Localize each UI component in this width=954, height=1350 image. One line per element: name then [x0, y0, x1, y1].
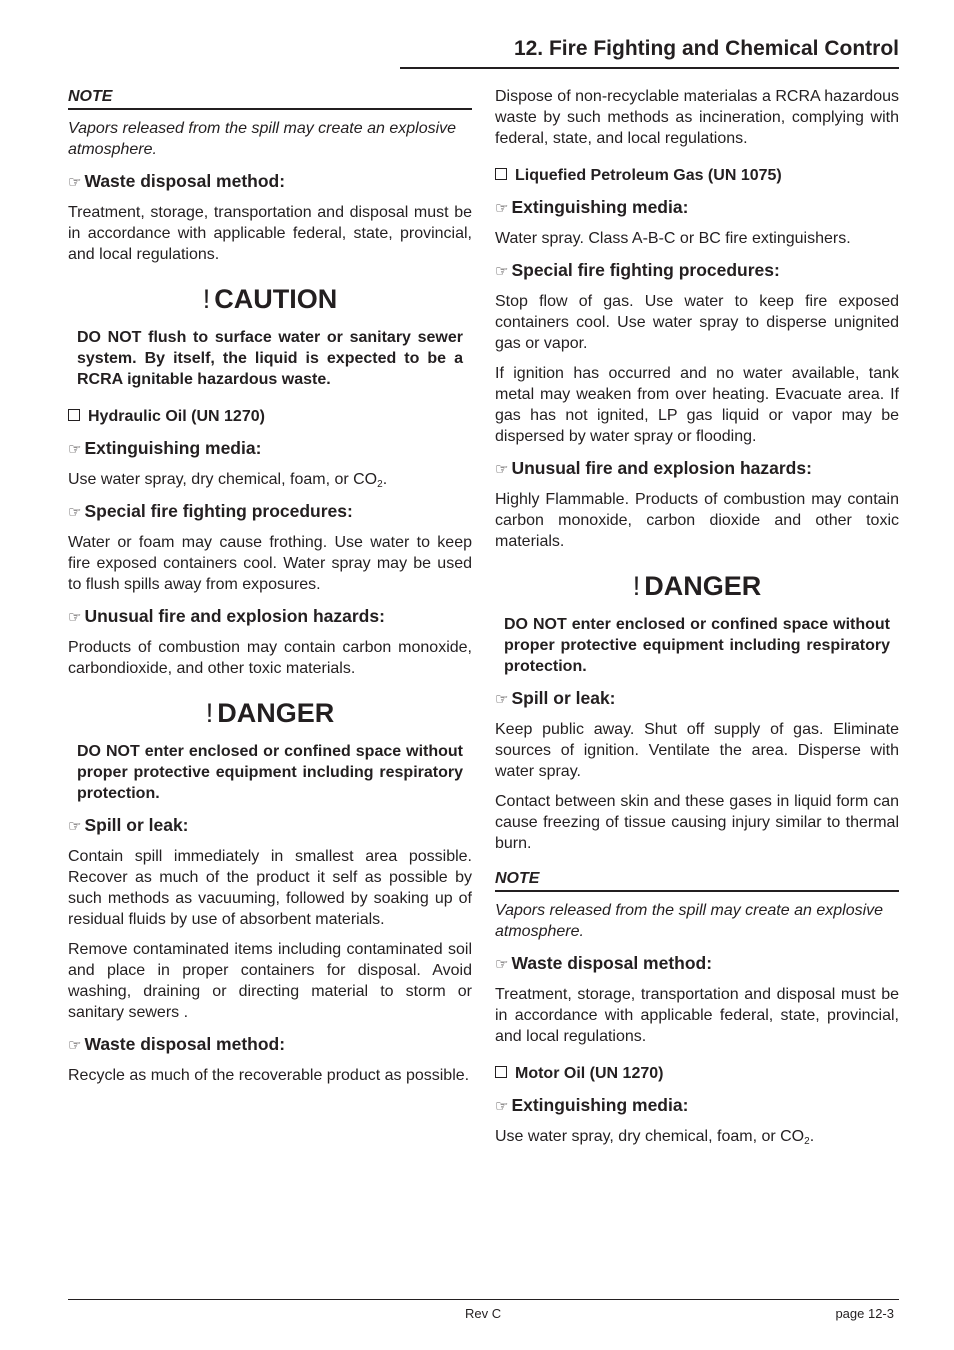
ext-text-main: Use water spray, dry chemical, foam, or CO [68, 471, 378, 488]
checkbox-square-icon [68, 409, 80, 421]
danger-title [495, 570, 899, 602]
pointing-hand-icon: ☞ [68, 818, 82, 835]
unusual-text: Products of combustion may contain carbon monoxide, carbondioxide, and other toxic materials. [68, 639, 472, 677]
pointing-hand-icon: ☞ [68, 174, 82, 191]
caution-title [68, 283, 472, 315]
exclamation-icon: ! [202, 284, 211, 314]
product-title-hydraulic [68, 406, 472, 427]
right-column [495, 86, 899, 1147]
footer-revision: Rev C [465, 1306, 502, 1321]
spill-text-2: Remove contaminated items including contaminated soil and place in proper containers for disposal. Avoid washing, draining or directing material to storm or sanitary sewers . [68, 941, 472, 1021]
note-label: NOTE [68, 88, 472, 110]
danger-label: DANGER [217, 698, 335, 728]
danger-label: DANGER [644, 571, 762, 601]
caution-label: CAUTION [214, 284, 338, 314]
section-heading-extinguishing [495, 196, 899, 220]
heading-label: Waste disposal method: [84, 1034, 286, 1054]
ext-text-end: . [382, 471, 388, 488]
section-heading-unusual [495, 457, 899, 481]
waste-text: Treatment, storage, transportation and disposal must be in accordance with applicable federal, state, provincial, and local regulations. [68, 204, 472, 263]
special-text-1: Stop flow of gas. Use water to keep fire exposed containers cool. Use water spray to disperse unignited gas or vapor. [495, 293, 899, 352]
pointing-hand-icon: ☞ [495, 691, 509, 708]
product-label: Hydraulic Oil (UN 1270) [88, 408, 265, 425]
note-label: NOTE [495, 870, 899, 892]
spill-text-1: Contain spill immediately in smallest area possible. Recover as much of the product it self as possible by such methods as vacuuming, followed by soaking up of residual fluids by use of absorbent materials. [68, 848, 472, 928]
section-heading-unusual [68, 605, 472, 629]
footer-page-number: page 12-3 [835, 1306, 894, 1321]
heading-label: Extinguishing media: [511, 1095, 689, 1115]
ext-text-main: Use water spray, dry chemical, foam, or CO [495, 1128, 805, 1145]
heading-label: Waste disposal method: [511, 953, 713, 973]
checkbox-square-icon [495, 1066, 507, 1078]
ext-text-end: . [809, 1128, 815, 1145]
pointing-hand-icon: ☞ [495, 956, 509, 973]
unusual-text: Highly Flammable. Products of combustion may contain carbon monoxide, carbon dioxide and other toxic materials. [495, 491, 899, 550]
pointing-hand-icon: ☞ [495, 1098, 509, 1115]
heading-label: Extinguishing media: [511, 197, 689, 217]
extinguishing-text-2 [495, 1126, 899, 1147]
pointing-hand-icon: ☞ [68, 1037, 82, 1054]
danger-text: DO NOT enter enclosed or confined space without proper protective equipment including respiratory protection. [504, 616, 890, 675]
pointing-hand-icon: ☞ [68, 609, 82, 626]
pointing-hand-icon: ☞ [495, 200, 509, 217]
danger-text: DO NOT enter enclosed or confined space without proper protective equipment including respiratory protection. [77, 743, 463, 802]
section-heading-extinguishing [68, 437, 472, 461]
page-header-title: 12. Fire Fighting and Chemical Control [513, 37, 899, 60]
heading-label: Spill or leak: [511, 688, 616, 708]
product-title-lpg [495, 165, 899, 186]
extinguishing-text: Water spray. Class A-B-C or BC fire extinguishers. [495, 230, 851, 247]
product-title-motor-oil [495, 1063, 899, 1084]
special-text: Water or foam may cause frothing. Use water to keep fire exposed containers cool. Water spray may be used to flush spills away from exposures. [68, 534, 472, 593]
section-heading-extinguishing-2 [495, 1094, 899, 1118]
heading-label: Spill or leak: [84, 815, 189, 835]
heading-label: Waste disposal method: [84, 171, 286, 191]
product-label: Motor Oil (UN 1270) [515, 1065, 664, 1082]
danger-title [68, 697, 472, 729]
section-heading-waste [495, 952, 899, 976]
header-rule [400, 67, 899, 69]
pointing-hand-icon: ☞ [495, 263, 509, 280]
heading-label: Extinguishing media: [84, 438, 262, 458]
caution-text: DO NOT flush to surface water or sanitary sewer system. By itself, the liquid is expected to be a RCRA ignitable hazardous waste. [77, 329, 463, 388]
heading-label: Special fire fighting procedures: [511, 260, 780, 280]
section-heading-special [68, 500, 472, 524]
ext-subscript: 2 [377, 479, 383, 490]
checkbox-square-icon [495, 168, 507, 180]
spill-text-1: Keep public away. Shut off supply of gas. Eliminate sources of ignition. Ventilate the area. Disperse with water spray. [495, 721, 899, 780]
heading-label: Unusual fire and explosion hazards: [511, 458, 812, 478]
waste-text-2: Recycle as much of the recoverable product as possible. [68, 1067, 470, 1084]
ext-subscript: 2 [804, 1136, 810, 1147]
special-text-2: If ignition has occurred and no water available, tank metal may weaken from over heating. Evacuate area. If gas has not ignited, LP gas liquid or vapor may be dispersed by water spray or flooding. [495, 365, 899, 445]
section-heading-waste [68, 170, 472, 194]
pointing-hand-icon: ☞ [68, 504, 82, 521]
heading-label: Special fire fighting procedures: [84, 501, 353, 521]
section-heading-special [495, 259, 899, 283]
pointing-hand-icon: ☞ [68, 441, 82, 458]
pointing-hand-icon: ☞ [495, 461, 509, 478]
heading-label: Unusual fire and explosion hazards: [84, 606, 385, 626]
footer-rule [68, 1299, 899, 1300]
dispose-text: Dispose of non-recyclable materialas a RCRA hazardous waste by such methods as incineration, complying with federal, state, and local regulations. [495, 88, 899, 147]
waste-text: Treatment, storage, transportation and disposal must be in accordance with applicable federal, state, provincial, and local regulations. [495, 986, 899, 1045]
exclamation-icon: ! [632, 571, 641, 601]
note-text: Vapors released from the spill may create an explosive atmosphere. [68, 120, 457, 158]
section-heading-spill [495, 687, 899, 711]
product-label: Liquefied Petroleum Gas (UN 1075) [515, 167, 782, 184]
exclamation-icon: ! [205, 698, 214, 728]
extinguishing-text [68, 469, 472, 490]
section-heading-waste-2 [68, 1033, 472, 1057]
note-text: Vapors released from the spill may create an explosive atmosphere. [495, 902, 884, 940]
section-heading-spill [68, 814, 472, 838]
spill-text-2: Contact between skin and these gases in liquid form can cause freezing of tissue causing injury similar to thermal burn. [495, 793, 899, 852]
left-column [68, 86, 472, 1086]
